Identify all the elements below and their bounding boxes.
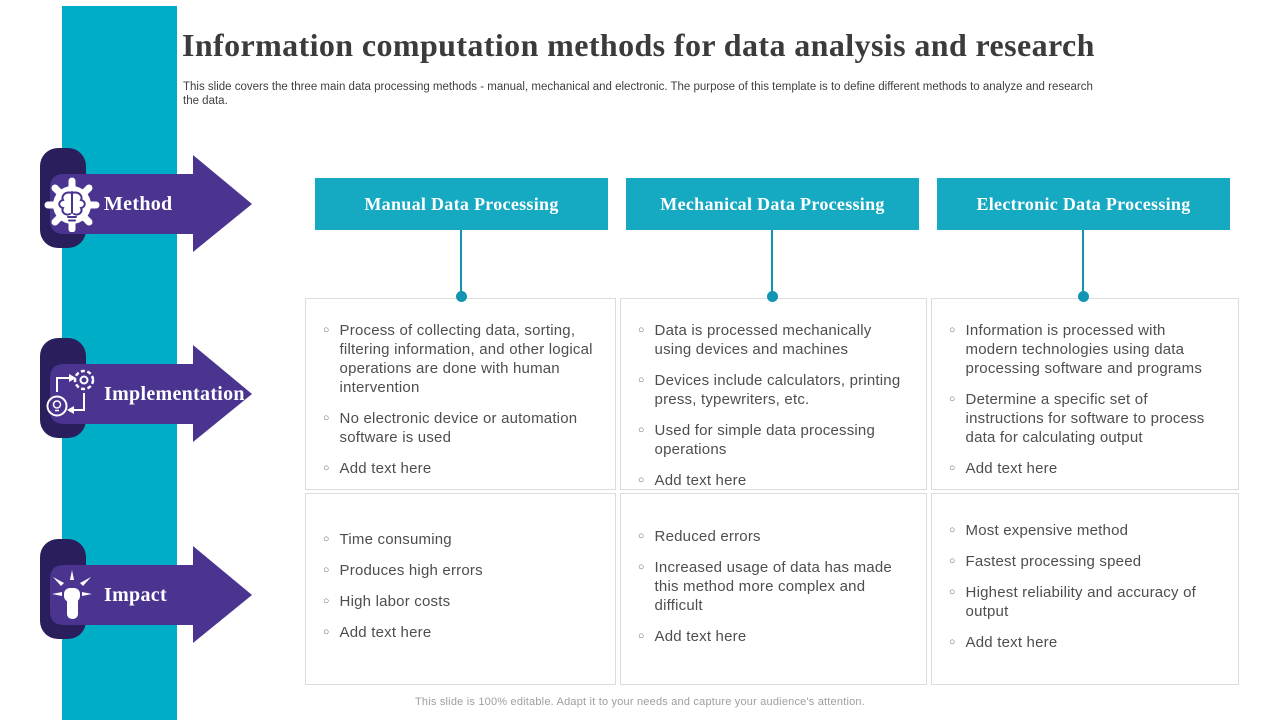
bullet-item: ○ No electronic device or automation software is used bbox=[320, 409, 599, 447]
bullet-item: ○ Highest reliability and accuracy of output bbox=[946, 583, 1222, 621]
ribbon-method bbox=[30, 142, 252, 254]
cell-manual-implementation bbox=[305, 298, 616, 490]
bullet-item: ○ Add text here bbox=[320, 623, 599, 642]
bullet-item: ○ High labor costs bbox=[320, 592, 599, 611]
bullet-item: ○ Reduced errors bbox=[635, 527, 910, 546]
bullet-list bbox=[946, 521, 1222, 664]
bullet-item: ○ Data is processed mechanically using devices and machines bbox=[635, 321, 910, 359]
cell-electronic-implementation bbox=[931, 298, 1239, 490]
slide-subtitle: This slide covers the three main data processing methods - manual, mechanical and electronic. The purpose of this template is to define different methods to analyze and research the data. bbox=[183, 81, 1093, 107]
column-header-label: Manual Data Processing bbox=[364, 193, 559, 214]
bullet-list bbox=[635, 321, 910, 490]
page-title: Information computation methods for data analysis and research bbox=[182, 27, 1095, 63]
cell-electronic-impact bbox=[931, 493, 1239, 685]
connector-dot bbox=[1078, 291, 1089, 302]
bullet-item: ○ Add text here bbox=[320, 459, 599, 478]
column-header-label: Electronic Data Processing bbox=[976, 193, 1191, 214]
column-header-mechanical bbox=[626, 178, 919, 230]
fist-impact-icon bbox=[44, 567, 100, 623]
bullet-item: ○ Information is processed with modern technologies using data processing software and programs bbox=[946, 321, 1222, 378]
gear-brain-icon bbox=[44, 176, 100, 232]
bullet-item: ○ Add text here bbox=[635, 471, 910, 490]
editable-note: This slide is 100% editable. Adapt it to your needs and capture your audience's attention. bbox=[415, 696, 865, 708]
bullet-item: ○ Time consuming bbox=[320, 530, 599, 549]
ribbon-implementation bbox=[30, 332, 252, 444]
bullet-list bbox=[320, 321, 599, 478]
connector-dot bbox=[456, 291, 467, 302]
bullet-item: ○ Used for simple data processing operations bbox=[635, 421, 910, 459]
bullet-list bbox=[635, 527, 910, 658]
bullet-list bbox=[320, 530, 599, 654]
column-header-manual bbox=[315, 178, 608, 230]
ribbon-impact bbox=[30, 533, 252, 645]
connector-dot bbox=[767, 291, 778, 302]
bullet-item: ○ Most expensive method bbox=[946, 521, 1222, 540]
connector-line bbox=[460, 230, 462, 292]
connector-line bbox=[771, 230, 773, 292]
column-header-electronic bbox=[937, 178, 1230, 230]
gear-bulb-process-icon bbox=[44, 366, 100, 422]
cell-mechanical-impact bbox=[620, 493, 927, 685]
bullet-item: ○ Increased usage of data has made this method more complex and difficult bbox=[635, 558, 910, 615]
bullet-item: ○ Add text here bbox=[946, 459, 1222, 478]
bullet-item: ○ Add text here bbox=[946, 633, 1222, 652]
bullet-item: ○ Produces high errors bbox=[320, 561, 599, 580]
cell-mechanical-implementation bbox=[620, 298, 927, 490]
ribbon-label-implementation: Implementation bbox=[104, 383, 245, 405]
cell-manual-impact bbox=[305, 493, 616, 685]
bullet-item: ○ Determine a specific set of instructions for software to process data for calculating output bbox=[946, 390, 1222, 447]
column-header-label: Mechanical Data Processing bbox=[660, 193, 885, 214]
bullet-list bbox=[946, 321, 1222, 478]
ribbon-label-method: Method bbox=[104, 193, 173, 215]
connector-line bbox=[1082, 230, 1084, 292]
bullet-item: ○ Add text here bbox=[635, 627, 910, 646]
bullet-item: ○ Fastest processing speed bbox=[946, 552, 1222, 571]
ribbon-label-impact: Impact bbox=[104, 584, 167, 606]
bullet-item: ○ Process of collecting data, sorting, filtering information, and other logical operations are done with human intervention bbox=[320, 321, 599, 397]
bullet-item: ○ Devices include calculators, printing press, typewriters, etc. bbox=[635, 371, 910, 409]
